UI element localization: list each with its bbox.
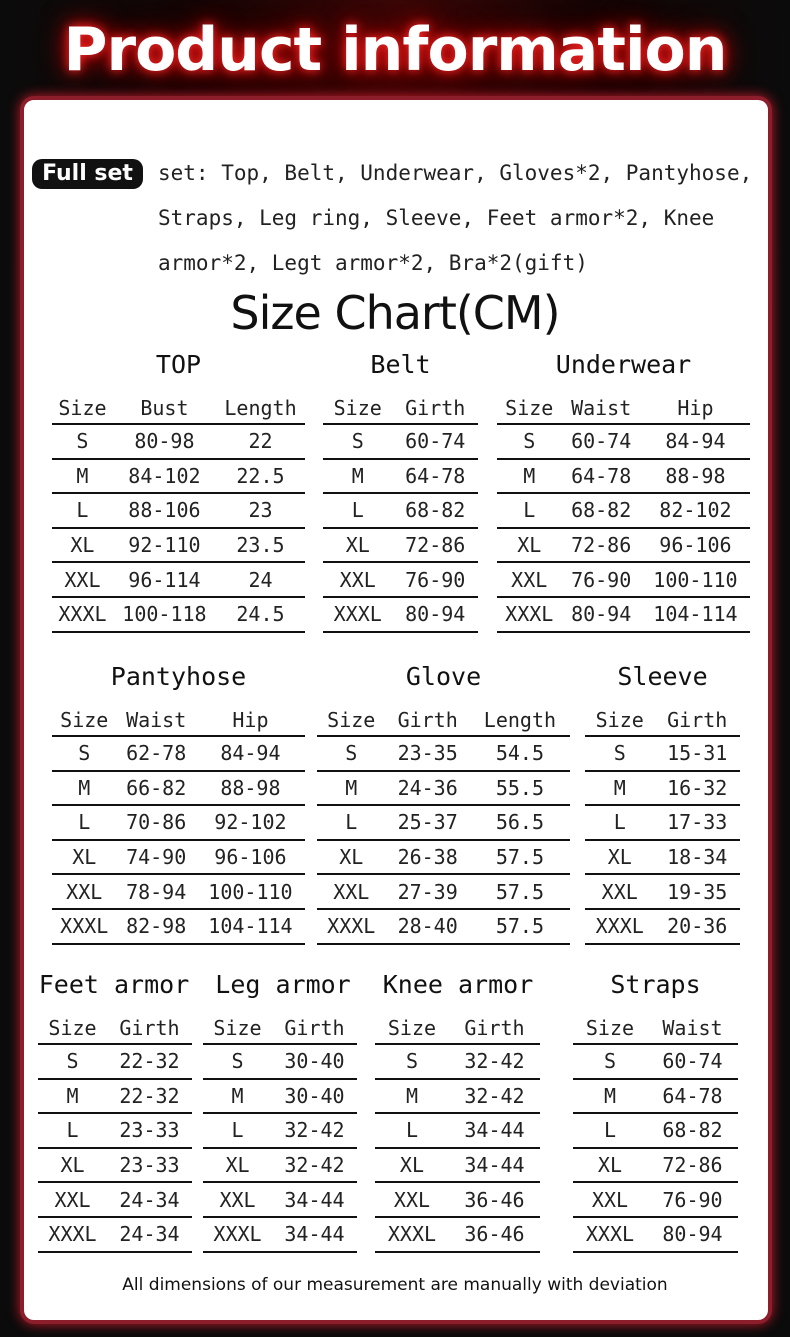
table-row <box>323 493 478 528</box>
table-cell: M <box>52 771 116 806</box>
table-row <box>317 840 570 875</box>
table-cell: 34-44 <box>449 1148 540 1183</box>
table-row <box>585 771 740 806</box>
table-cell: S <box>317 736 386 771</box>
table-title-feet-armor: Feet armor <box>38 970 190 999</box>
table-row <box>317 805 570 840</box>
table-cell: XXL <box>585 874 654 909</box>
table-cell: 32-42 <box>272 1148 357 1183</box>
table-cell: 32-42 <box>449 1079 540 1114</box>
table-row <box>497 424 750 459</box>
table-cell: S <box>38 1044 107 1079</box>
table-cell: 84-94 <box>641 424 750 459</box>
table-cell: M <box>203 1079 272 1114</box>
table-cell: 64-78 <box>647 1079 738 1114</box>
table-title-leg-armor: Leg armor <box>215 970 351 999</box>
table-row <box>497 528 750 563</box>
table-header-row <box>323 392 478 424</box>
table-cell: 104-114 <box>196 909 305 944</box>
table-cell: 80-98 <box>113 424 216 459</box>
column-header: Length <box>216 392 305 424</box>
table-cell: S <box>52 424 113 459</box>
table-row <box>323 562 478 597</box>
table-row <box>375 1217 540 1252</box>
table-row <box>585 874 740 909</box>
table-cell: XXXL <box>52 597 113 632</box>
table-title-top: TOP <box>155 350 202 379</box>
column-header: Hip <box>641 392 750 424</box>
table-cell: 62-78 <box>116 736 195 771</box>
table-cell: M <box>375 1079 449 1114</box>
table-cell: 88-106 <box>113 493 216 528</box>
column-header: Girth <box>392 392 478 424</box>
table-cell: M <box>317 771 386 806</box>
table-cell: XXXL <box>585 909 654 944</box>
table-cell: 25-37 <box>386 805 470 840</box>
table-cell: L <box>52 493 113 528</box>
table-row <box>573 1217 738 1252</box>
table-cell: L <box>585 805 654 840</box>
column-header: Girth <box>449 1012 540 1044</box>
table-row <box>317 736 570 771</box>
table-row <box>52 493 305 528</box>
table-cell: XXL <box>52 562 113 597</box>
table-cell: 82-98 <box>116 909 195 944</box>
table-cell: XXXL <box>497 597 561 632</box>
column-header: Hip <box>196 704 305 736</box>
table-cell: 74-90 <box>116 840 195 875</box>
table-header-row <box>317 704 570 736</box>
table-cell: 32-42 <box>272 1113 357 1148</box>
table-row <box>573 1079 738 1114</box>
table-row <box>573 1113 738 1148</box>
table-cell: 54.5 <box>470 736 570 771</box>
table-cell: 60-74 <box>392 424 478 459</box>
column-header: Waist <box>561 392 640 424</box>
table-row <box>317 874 570 909</box>
table-cell: 88-98 <box>641 459 750 494</box>
table-cell: 34-44 <box>272 1217 357 1252</box>
table-cell: S <box>203 1044 272 1079</box>
table-cell: S <box>375 1044 449 1079</box>
table-title-pantyhose: Pantyhose <box>110 662 247 691</box>
full-set-line-3: armor*2, Legt armor*2, Bra*2(gift) <box>158 251 588 275</box>
table-cell: S <box>323 424 392 459</box>
table-cell: 70-86 <box>116 805 195 840</box>
table-row <box>52 874 305 909</box>
table-cell: 22.5 <box>216 459 305 494</box>
table-row <box>573 1044 738 1079</box>
table-cell: 24 <box>216 562 305 597</box>
table-cell: 18-34 <box>654 840 740 875</box>
size-table-sleeve <box>585 704 740 945</box>
table-cell: M <box>38 1079 107 1114</box>
table-cell: 22 <box>216 424 305 459</box>
table-cell: 19-35 <box>654 874 740 909</box>
page-header-title: Product information <box>63 15 727 85</box>
table-cell: 82-102 <box>641 493 750 528</box>
table-row <box>375 1044 540 1079</box>
table-cell: 17-33 <box>654 805 740 840</box>
table-row <box>323 459 478 494</box>
table-cell: 104-114 <box>641 597 750 632</box>
table-row <box>375 1182 540 1217</box>
table-row <box>38 1079 192 1114</box>
column-header: Girth <box>107 1012 192 1044</box>
table-cell: XXXL <box>38 1217 107 1252</box>
table-row <box>203 1148 357 1183</box>
table-row <box>38 1148 192 1183</box>
table-cell: XXL <box>52 874 116 909</box>
measurement-disclaimer: All dimensions of our measurement are manually with deviation <box>122 1275 668 1295</box>
table-cell: 57.5 <box>470 840 570 875</box>
table-row <box>585 840 740 875</box>
column-header: Size <box>573 1012 647 1044</box>
table-row <box>375 1113 540 1148</box>
table-cell: 36-46 <box>449 1182 540 1217</box>
table-row <box>585 736 740 771</box>
table-cell: L <box>38 1113 107 1148</box>
table-row <box>585 805 740 840</box>
table-header-row <box>52 704 305 736</box>
table-cell: XL <box>585 840 654 875</box>
table-cell: XL <box>375 1148 449 1183</box>
table-cell: XXL <box>323 562 392 597</box>
table-cell: XXXL <box>323 597 392 632</box>
table-cell: 96-106 <box>641 528 750 563</box>
table-cell: 34-44 <box>272 1182 357 1217</box>
table-cell: 60-74 <box>647 1044 738 1079</box>
table-header-row <box>52 392 305 424</box>
table-cell: 22-32 <box>107 1079 192 1114</box>
table-row <box>317 771 570 806</box>
column-header: Size <box>203 1012 272 1044</box>
column-header: Size <box>52 704 116 736</box>
table-cell: 27-39 <box>386 874 470 909</box>
table-cell: 100-118 <box>113 597 216 632</box>
table-cell: 23-33 <box>107 1113 192 1148</box>
table-row <box>585 909 740 944</box>
table-title-knee-armor: Knee armor <box>382 970 534 999</box>
table-cell: 72-86 <box>647 1148 738 1183</box>
table-row <box>52 459 305 494</box>
table-cell: 96-106 <box>196 840 305 875</box>
column-header: Size <box>317 704 386 736</box>
table-cell: 36-46 <box>449 1217 540 1252</box>
column-header: Size <box>52 392 113 424</box>
table-cell: XXL <box>203 1182 272 1217</box>
table-cell: 80-94 <box>561 597 640 632</box>
table-cell: 76-90 <box>647 1182 738 1217</box>
table-cell: 56.5 <box>470 805 570 840</box>
table-cell: 24-34 <box>107 1217 192 1252</box>
table-cell: XXXL <box>52 909 116 944</box>
table-cell: 92-110 <box>113 528 216 563</box>
table-cell: 30-40 <box>272 1044 357 1079</box>
table-cell: 78-94 <box>116 874 195 909</box>
size-table-feet-armor <box>38 1012 192 1253</box>
table-row <box>203 1079 357 1114</box>
table-cell: XXXL <box>203 1217 272 1252</box>
table-row <box>203 1217 357 1252</box>
table-title-straps: Straps <box>610 970 701 999</box>
table-row <box>38 1182 192 1217</box>
table-cell: 20-36 <box>654 909 740 944</box>
column-header: Size <box>323 392 392 424</box>
table-row <box>497 597 750 632</box>
table-row <box>52 840 305 875</box>
table-cell: L <box>317 805 386 840</box>
table-cell: 68-82 <box>647 1113 738 1148</box>
table-cell: 96-114 <box>113 562 216 597</box>
table-cell: XL <box>497 528 561 563</box>
table-cell: 84-94 <box>196 736 305 771</box>
table-row <box>323 424 478 459</box>
column-header: Size <box>375 1012 449 1044</box>
table-cell: S <box>497 424 561 459</box>
table-cell: 57.5 <box>470 874 570 909</box>
table-row <box>323 597 478 632</box>
table-cell: L <box>323 493 392 528</box>
table-header-row <box>585 704 740 736</box>
table-header-row <box>38 1012 192 1044</box>
size-table-top <box>52 392 305 633</box>
table-cell: XXL <box>375 1182 449 1217</box>
column-header: Girth <box>654 704 740 736</box>
full-set-badge: Full set <box>32 159 143 189</box>
table-cell: 68-82 <box>561 493 640 528</box>
table-cell: 100-110 <box>196 874 305 909</box>
table-cell: M <box>52 459 113 494</box>
table-cell: M <box>497 459 561 494</box>
table-cell: 72-86 <box>392 528 478 563</box>
column-header: Length <box>470 704 570 736</box>
table-cell: XL <box>573 1148 647 1183</box>
table-header-row <box>203 1012 357 1044</box>
size-table-straps <box>573 1012 738 1253</box>
table-cell: 32-42 <box>449 1044 540 1079</box>
size-table-belt <box>323 392 478 633</box>
size-chart-title: Size Chart(CM) <box>230 286 560 340</box>
table-cell: XXXL <box>573 1217 647 1252</box>
table-title-glove: Glove <box>405 662 482 691</box>
table-header-row <box>375 1012 540 1044</box>
table-cell: 92-102 <box>196 805 305 840</box>
column-header: Girth <box>272 1012 357 1044</box>
table-row <box>375 1079 540 1114</box>
column-header: Size <box>497 392 561 424</box>
table-cell: 80-94 <box>392 597 478 632</box>
table-cell: 100-110 <box>641 562 750 597</box>
size-table-underwear <box>497 392 750 633</box>
table-cell: XXL <box>317 874 386 909</box>
table-cell: 23 <box>216 493 305 528</box>
table-row <box>497 459 750 494</box>
table-cell: 30-40 <box>272 1079 357 1114</box>
table-cell: M <box>573 1079 647 1114</box>
full-set-line-2: Straps, Leg ring, Sleeve, Feet armor*2, Knee <box>158 206 715 230</box>
table-cell: XL <box>317 840 386 875</box>
table-row <box>203 1182 357 1217</box>
table-cell: XL <box>52 528 113 563</box>
table-row <box>203 1113 357 1148</box>
table-cell: XXL <box>38 1182 107 1217</box>
table-cell: L <box>203 1113 272 1148</box>
size-table-pantyhose <box>52 704 305 945</box>
table-row <box>203 1044 357 1079</box>
table-cell: 24-36 <box>386 771 470 806</box>
table-cell: 84-102 <box>113 459 216 494</box>
table-cell: 76-90 <box>392 562 478 597</box>
size-table-glove <box>317 704 570 945</box>
table-cell: XXL <box>497 562 561 597</box>
table-cell: 16-32 <box>654 771 740 806</box>
table-title-belt: Belt <box>370 350 431 379</box>
table-cell: 55.5 <box>470 771 570 806</box>
table-row <box>317 909 570 944</box>
full-set-line-1: set: Top, Belt, Underwear, Gloves*2, Pantyhose, <box>158 161 753 185</box>
table-cell: 24-34 <box>107 1182 192 1217</box>
table-row <box>52 597 305 632</box>
table-row <box>497 493 750 528</box>
table-cell: 57.5 <box>470 909 570 944</box>
table-row <box>323 528 478 563</box>
table-row <box>573 1182 738 1217</box>
table-cell: 26-38 <box>386 840 470 875</box>
table-cell: 60-74 <box>561 424 640 459</box>
table-row <box>52 562 305 597</box>
column-header: Waist <box>647 1012 738 1044</box>
column-header: Bust <box>113 392 216 424</box>
table-cell: S <box>573 1044 647 1079</box>
table-row <box>52 528 305 563</box>
table-cell: XL <box>38 1148 107 1183</box>
table-cell: 72-86 <box>561 528 640 563</box>
table-cell: XL <box>52 840 116 875</box>
table-cell: M <box>323 459 392 494</box>
table-cell: 64-78 <box>561 459 640 494</box>
table-row <box>38 1113 192 1148</box>
column-header: Waist <box>116 704 195 736</box>
table-row <box>38 1044 192 1079</box>
table-header-row <box>573 1012 738 1044</box>
table-cell: L <box>497 493 561 528</box>
table-cell: 64-78 <box>392 459 478 494</box>
table-cell: 23.5 <box>216 528 305 563</box>
table-cell: XL <box>203 1148 272 1183</box>
column-header: Girth <box>386 704 470 736</box>
table-cell: 80-94 <box>647 1217 738 1252</box>
table-cell: 76-90 <box>561 562 640 597</box>
table-cell: S <box>585 736 654 771</box>
table-cell: XXL <box>573 1182 647 1217</box>
table-cell: XXXL <box>375 1217 449 1252</box>
table-title-sleeve: Sleeve <box>617 662 708 691</box>
table-cell: 23-35 <box>386 736 470 771</box>
table-row <box>52 805 305 840</box>
table-row <box>52 909 305 944</box>
table-cell: 34-44 <box>449 1113 540 1148</box>
table-cell: 88-98 <box>196 771 305 806</box>
table-cell: 24.5 <box>216 597 305 632</box>
table-cell: 68-82 <box>392 493 478 528</box>
table-row <box>497 562 750 597</box>
column-header: Size <box>38 1012 107 1044</box>
size-table-leg-armor <box>203 1012 357 1253</box>
table-cell: 28-40 <box>386 909 470 944</box>
size-table-knee-armor <box>375 1012 540 1253</box>
table-row <box>52 771 305 806</box>
table-cell: 23-33 <box>107 1148 192 1183</box>
table-cell: M <box>585 771 654 806</box>
table-row <box>573 1148 738 1183</box>
table-cell: L <box>52 805 116 840</box>
table-row <box>52 424 305 459</box>
table-cell: 66-82 <box>116 771 195 806</box>
table-cell: XXXL <box>317 909 386 944</box>
table-header-row <box>497 392 750 424</box>
table-cell: S <box>52 736 116 771</box>
table-cell: 15-31 <box>654 736 740 771</box>
table-cell: L <box>375 1113 449 1148</box>
table-cell: 22-32 <box>107 1044 192 1079</box>
table-cell: L <box>573 1113 647 1148</box>
table-title-underwear: Underwear <box>555 350 692 379</box>
table-cell: XL <box>323 528 392 563</box>
table-row <box>38 1217 192 1252</box>
table-row <box>375 1148 540 1183</box>
column-header: Size <box>585 704 654 736</box>
table-row <box>52 736 305 771</box>
